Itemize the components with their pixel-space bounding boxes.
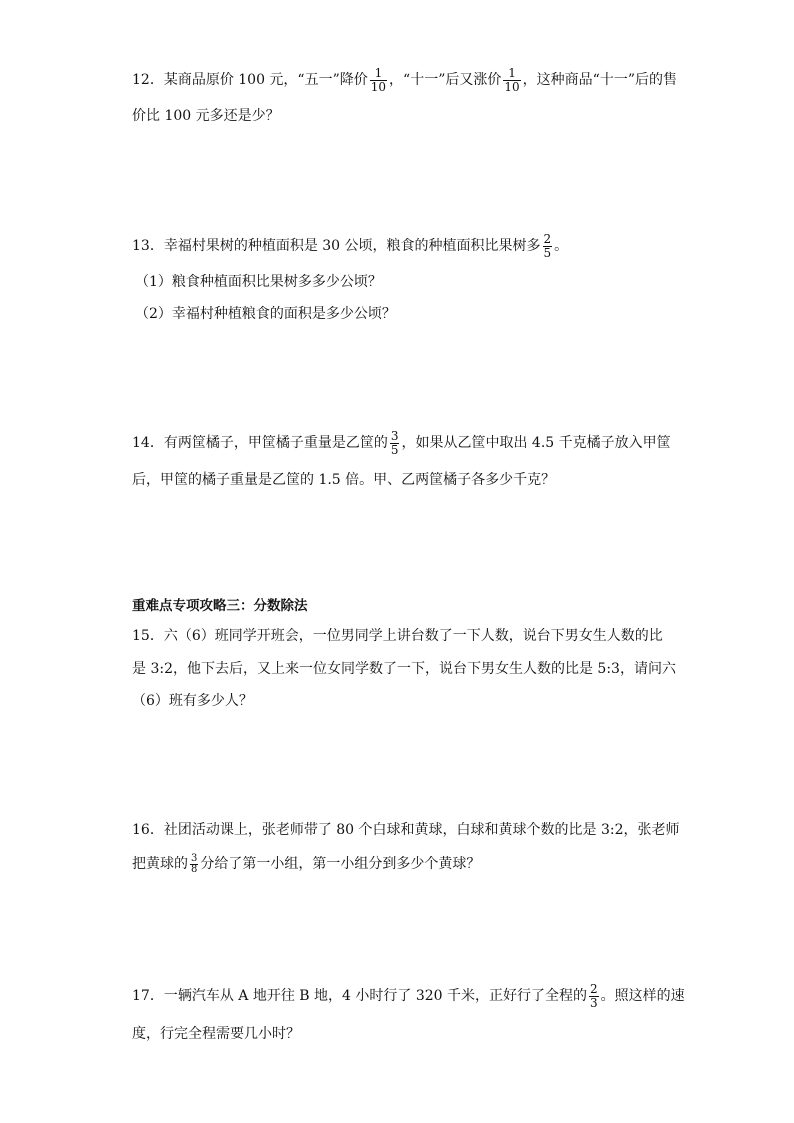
q16-fraction [190,854,198,875]
fraction-numerator: 2 [543,231,552,246]
q16-text-a: 把黄球的 [132,856,188,872]
fraction-denominator: 5 [390,442,399,457]
q17-fraction [589,983,599,1010]
fraction-denominator: 5 [543,245,552,260]
q12-fraction-1 [370,67,387,94]
q15-line-3: （6）班有多少人？ [132,693,253,709]
fraction-numerator: 3 [390,428,399,443]
q12-text-c: ，这种商品“十一”后的售 [522,72,677,88]
q12-text-b: ，“十一”后又涨价 [389,72,502,88]
q16-line-1: 16．社团活动课上，张老师带了 80 个白球和黄球，白球和黄球个数的比是 3:2，张老师 [132,822,680,838]
fraction-denominator: 10 [370,79,387,94]
q17-line-1 [132,981,685,1010]
q15-line-1: 15．六（6）班同学开班会，一位男同学上讲台数了一下人数，说台下男女生人数的比 [132,628,663,644]
q17-text-b: 。照这样的速 [600,988,685,1004]
q14-text-b: ，如果从乙筐中取出 4.5 千克橘子放入甲筐 [401,435,671,451]
fraction-denominator: 10 [504,79,520,94]
q17-line-2: 度，行完全程需要几小时？ [132,1026,300,1042]
q16-text-b: 分给了第一小组，第一小组分到多少个黄球？ [200,856,481,872]
q12-text-a: 12．某商品原价 100 元，“五一”降价 [132,72,368,88]
q13-fraction [543,233,553,260]
fraction-numerator: 1 [508,65,516,80]
fraction-denominator: 8 [191,863,198,875]
fraction-numerator: 2 [590,981,598,996]
q13-text-b: 。 [554,238,569,254]
section-heading: 重难点专项攻略三：分数除法 [132,598,308,614]
q13-line-1 [132,231,569,260]
q14-fraction [390,430,400,457]
fraction-denominator: 3 [590,995,598,1010]
q14-text-a: 14．有两筐橘子，甲筐橘子重量是乙筐的 [132,435,388,451]
q13-sub-question-1: （1）粮食种植面积比果树多多少公顷？ [135,274,382,290]
q14-line-2: 后，甲筐的橘子重量是乙筐的 1.5 倍。甲、乙两筐橘子各多少千克？ [132,472,556,488]
q13-sub-question-2: （2）幸福村种植粮食的面积是多少公顷？ [135,306,396,322]
fraction-numerator: 3 [191,852,198,864]
fraction-numerator: 1 [374,65,383,80]
q17-text-a: 17．一辆汽车从 A 地开往 B 地，4 小时行了 320 千米，正好行了全程的 [132,988,587,1004]
q16-line-2 [132,854,480,874]
q12-fraction-2 [503,67,520,94]
q12-line-2: 价比 100 元多还是少？ [132,108,280,124]
q13-text-a: 13．幸福村果树的种植面积是 30 公顷，粮食的种植面积比果树多 [132,238,541,254]
q14-line-1 [132,428,671,457]
q15-line-2: 是 3:2，他下去后，又上来一位女同学数了一下，说台下男女生人数的比是 5:3，请问六 [132,661,676,677]
q12-line-1 [132,65,677,94]
